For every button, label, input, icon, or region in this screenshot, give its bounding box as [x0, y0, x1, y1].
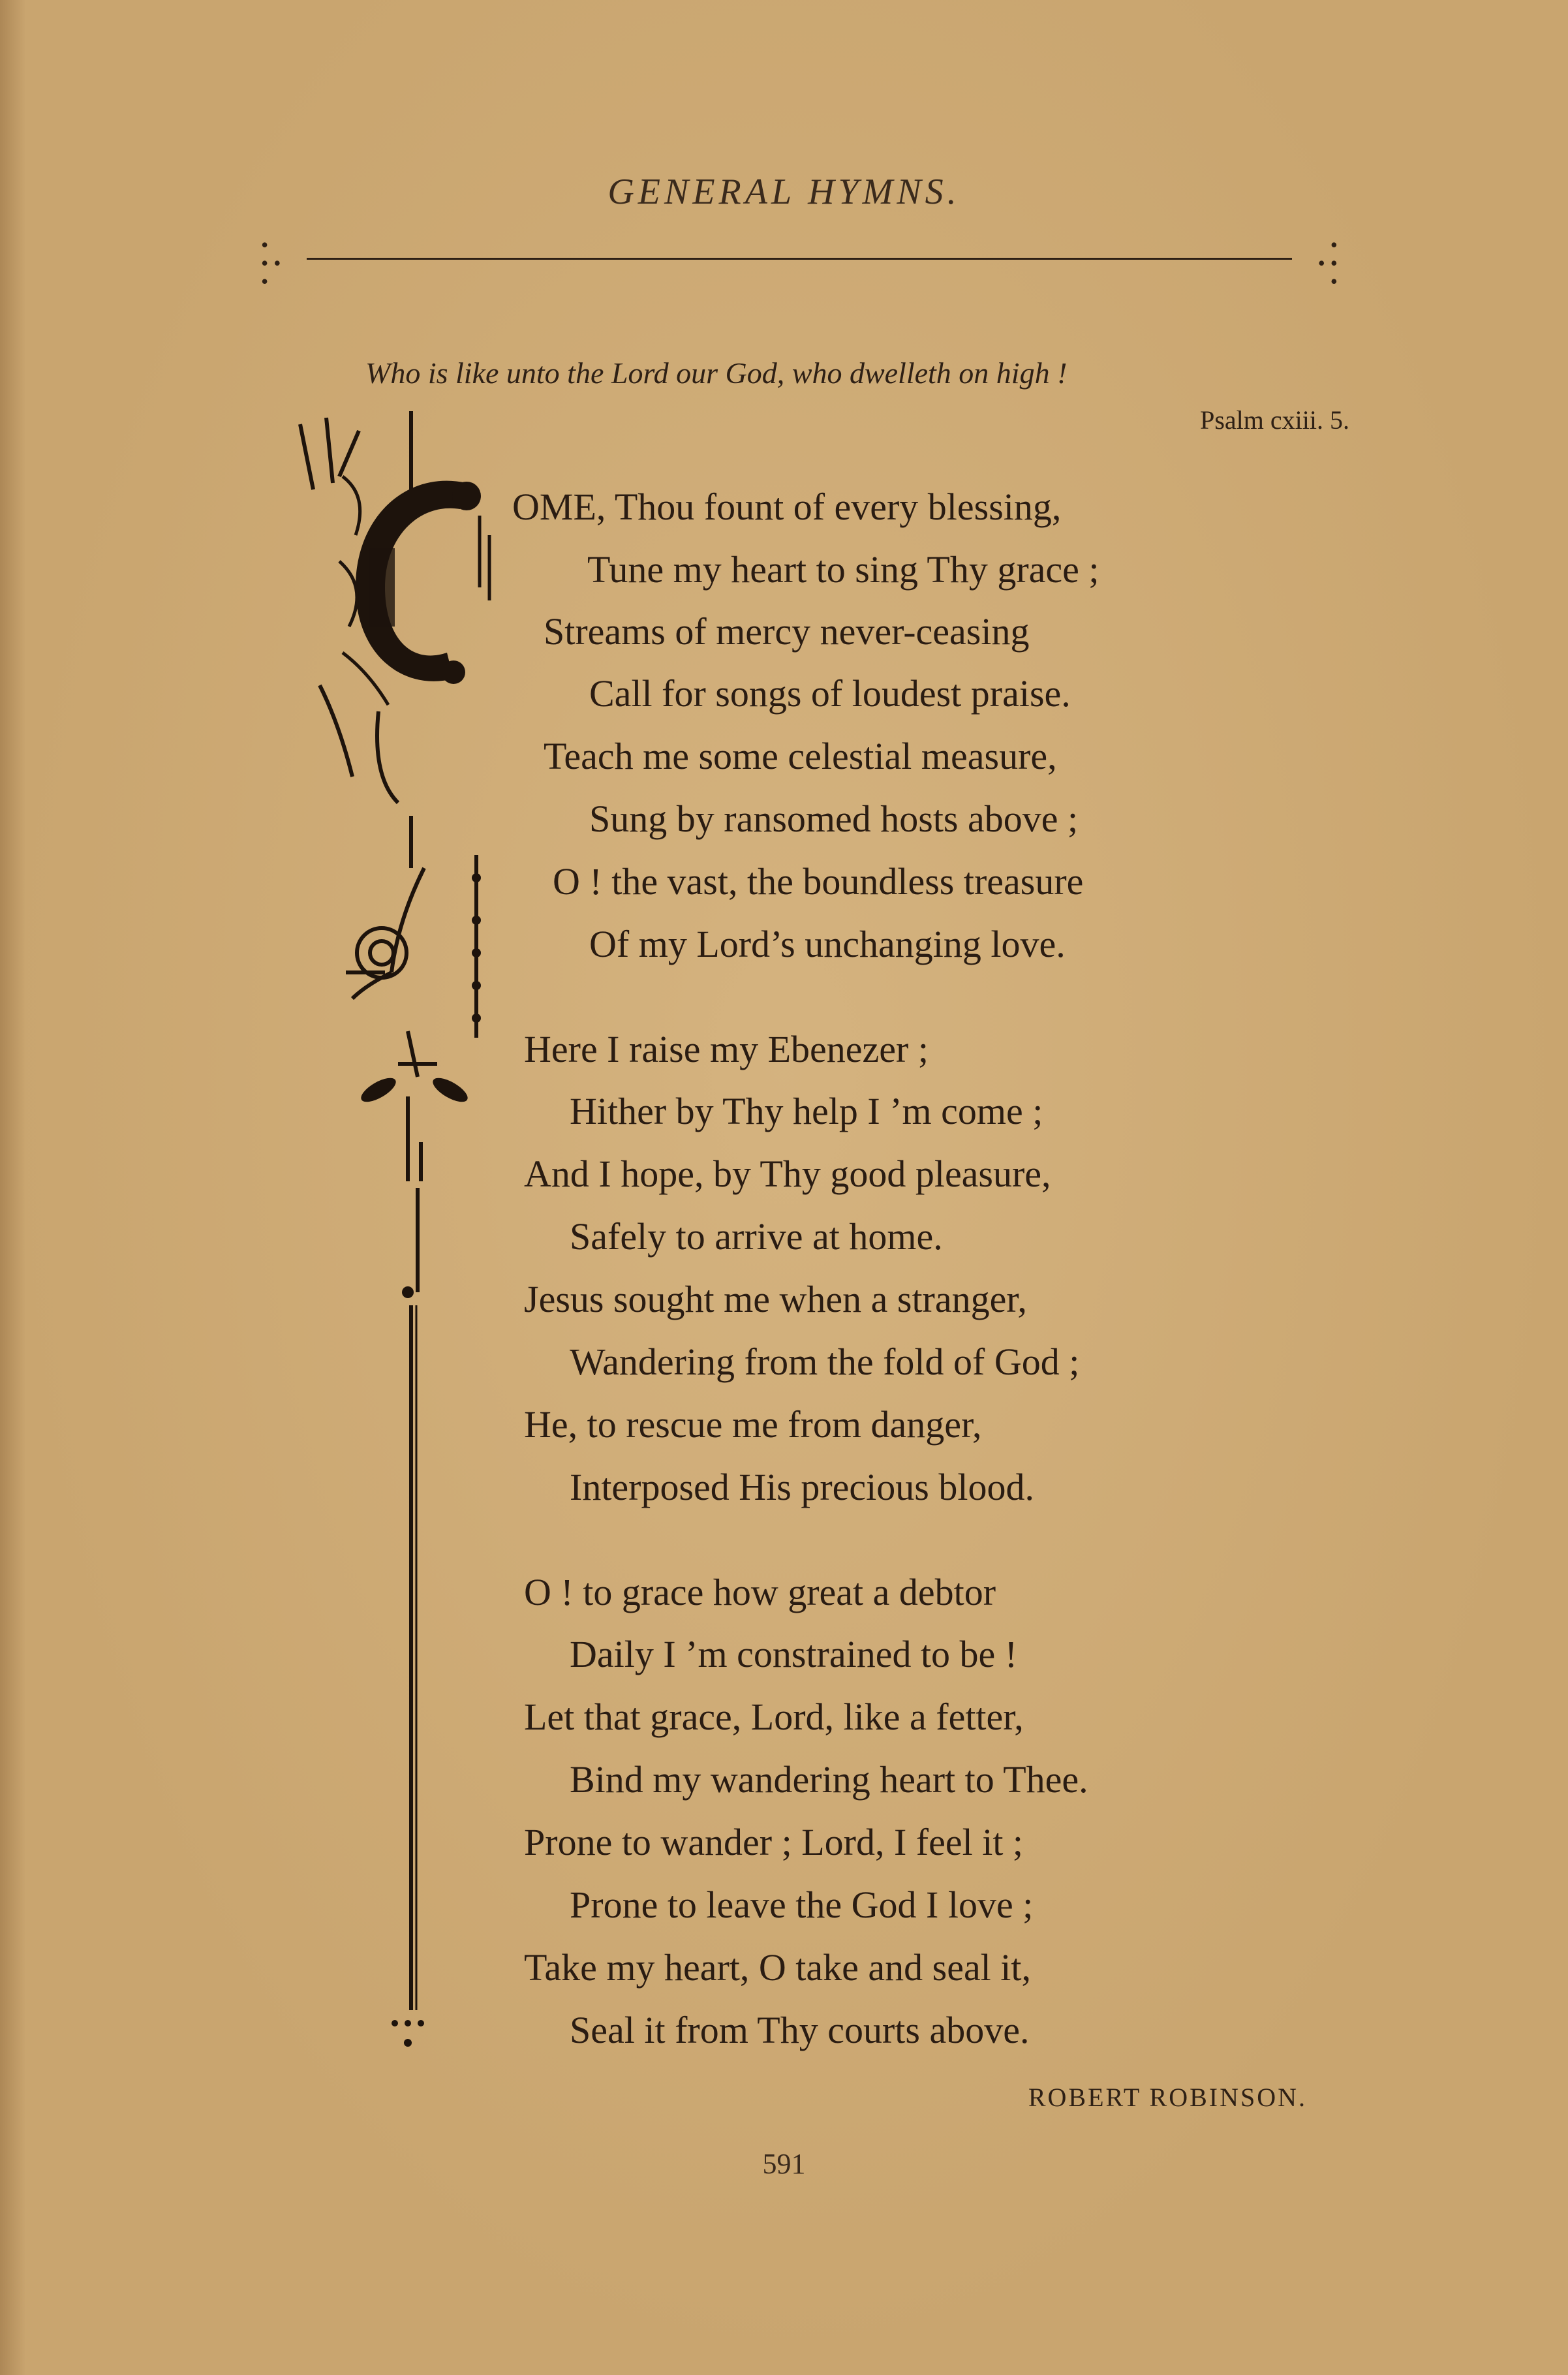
verse-line: Jesus sought me when a stranger,	[524, 1278, 1027, 1320]
verse-line: Sung by ransomed hosts above ;	[589, 798, 1079, 840]
page-number: 591	[762, 2148, 806, 2180]
verse-line: Call for songs of loudest praise.	[589, 672, 1071, 715]
hymn-author: ROBERT ROBINSON.	[1028, 2083, 1307, 2112]
verse-line: Prone to leave the God I love ;	[570, 1884, 1034, 1926]
verse-line: Of my Lord’s unchanging love.	[589, 923, 1066, 965]
verse-line: OME, Thou fount of every blessing,	[512, 486, 1062, 528]
epigraph-citation: Psalm cxiii. 5.	[1200, 405, 1349, 435]
drop-cap-c	[330, 457, 499, 731]
verse-line: Let that grace, Lord, like a fetter,	[524, 1696, 1024, 1738]
running-head: GENERAL HYMNS.	[607, 172, 961, 212]
verse-line: Interposed His precious blood.	[570, 1466, 1034, 1508]
verse-line: Wandering from the fold of God ;	[570, 1341, 1080, 1383]
verse-line: Take my heart, O take and seal it,	[524, 1946, 1032, 1989]
verse-line: Tune my heart to sing Thy grace ;	[587, 548, 1099, 591]
verse-line: Here I raise my Ebenezer ;	[524, 1028, 929, 1070]
verse-line: Streams of mercy never-ceasing	[544, 610, 1030, 653]
header-rule	[261, 232, 1338, 293]
verse-line: He, to rescue me from danger,	[524, 1403, 982, 1446]
verse-line: Bind my wandering heart to Thee.	[570, 1758, 1088, 1801]
verse-line: Safely to arrive at home.	[570, 1215, 943, 1258]
verse-line: Teach me some celestial measure,	[544, 735, 1057, 777]
verse-line: Seal it from Thy courts above.	[570, 2009, 1030, 2051]
verse-line: O ! the vast, the boundless treasure	[553, 860, 1084, 903]
verse-line: And I hope, by Thy good pleasure,	[524, 1153, 1051, 1195]
rule-ornament-left: • • • •	[261, 233, 281, 293]
verse-line: Prone to wander ; Lord, I feel it ;	[524, 1821, 1024, 1863]
rule-line	[307, 258, 1292, 260]
verse-line: Hither by Thy help I ’m come ;	[570, 1090, 1043, 1132]
verse-line: O ! to grace how great a debtor	[524, 1571, 996, 1613]
verse-line: Daily I ’m constrained to be !	[570, 1633, 1018, 1675]
epigraph-text: Who is like unto the Lord our God, who dwelleth on high !	[365, 356, 1068, 390]
rule-ornament-right: • • • •	[1317, 233, 1338, 293]
